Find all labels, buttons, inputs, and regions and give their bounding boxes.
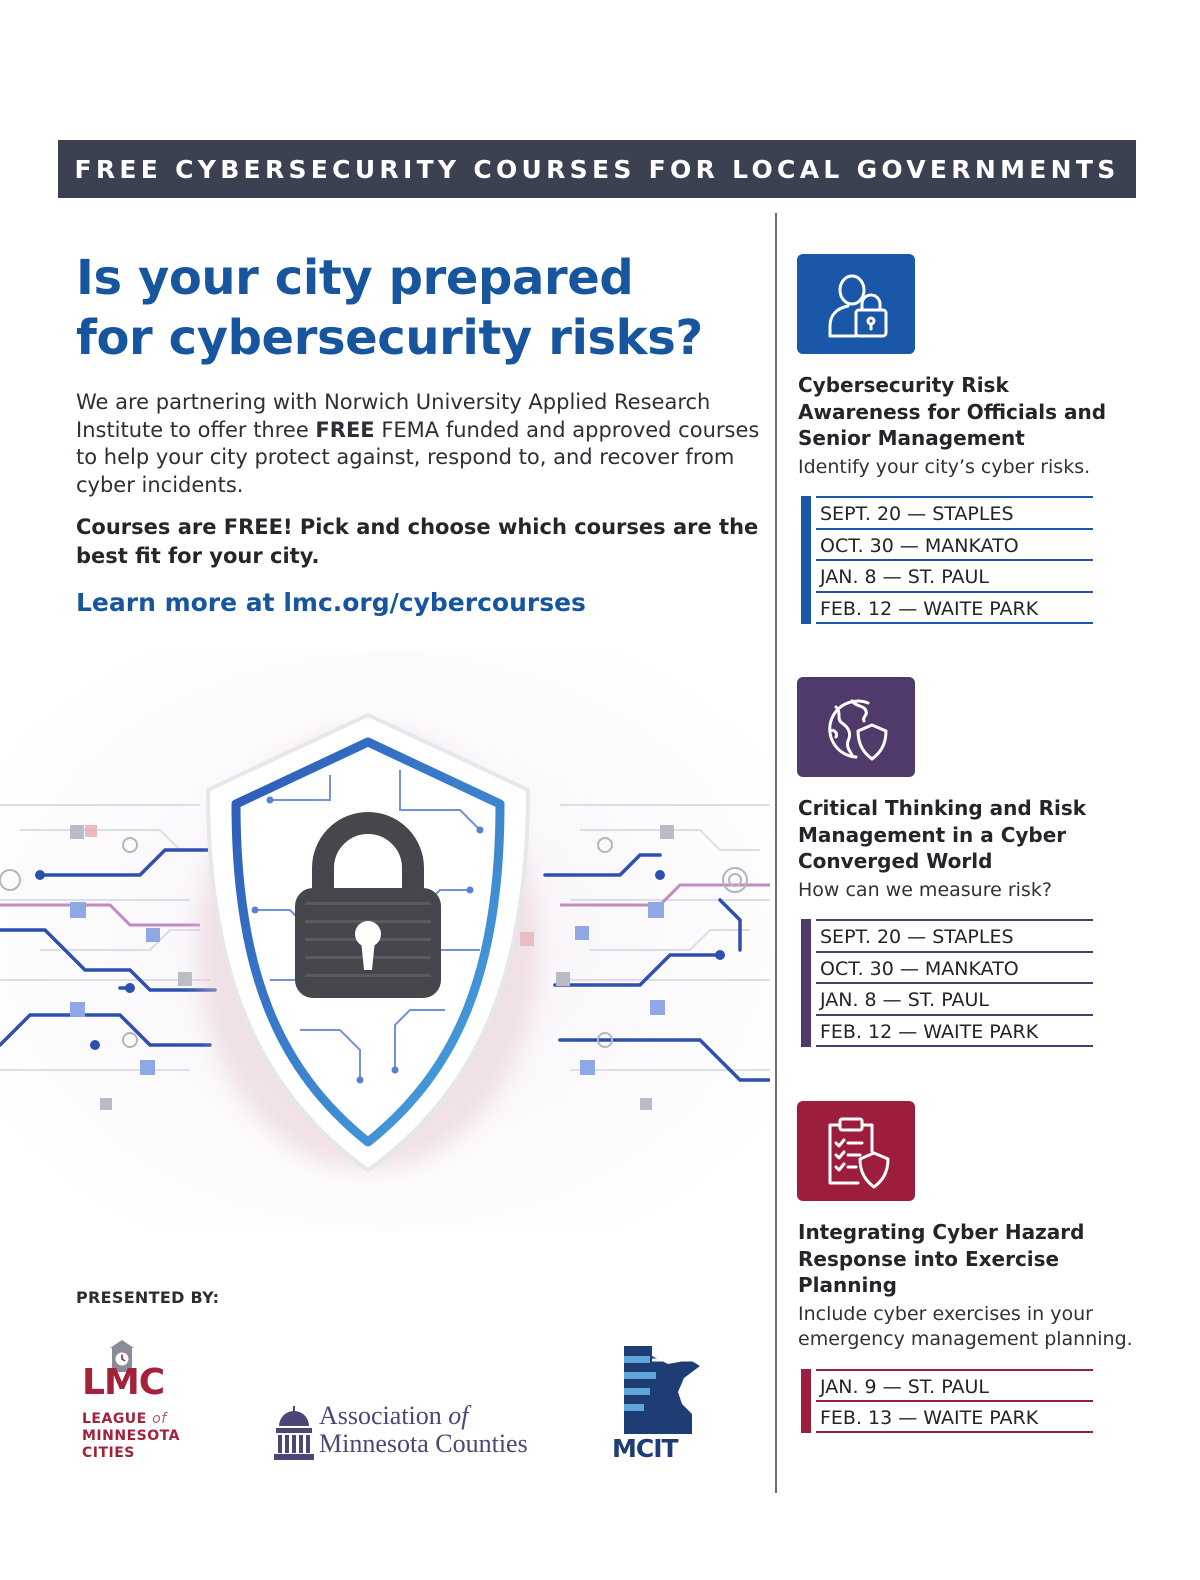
course-dates (801, 1369, 1093, 1434)
clipboard-shield-icon (816, 1111, 896, 1191)
mcit-logo (612, 1342, 712, 1462)
lmc-name (82, 1411, 222, 1462)
amc-name-line-1: Association (319, 1401, 449, 1430)
course-card-exercise-planning (797, 1101, 1137, 1433)
lmc-name-line-3: CITIES (82, 1445, 135, 1461)
minnesota-state-icon (612, 1342, 712, 1438)
intro-text-2: FEMA funded and approved courses to help your city protect against, respond to, and recover from cyber incidents. (76, 417, 760, 497)
amc-name (319, 1402, 528, 1458)
course-dates (801, 496, 1093, 624)
course-icon-tile (797, 254, 915, 354)
shield-padlock-illustration (0, 650, 770, 1230)
lmc-name-of: of (152, 1411, 167, 1427)
course-title: Cybersecurity Risk Awareness for Officials and Senior Management (798, 373, 1107, 450)
mcit-letters: MCIT (612, 1434, 678, 1463)
course-color-bar (801, 919, 811, 1047)
date-row: FEB. 13 — WAITE PARK (816, 1400, 1093, 1433)
date-row: SEPT. 20 — STAPLES (816, 496, 1093, 528)
user-lock-icon (816, 264, 896, 344)
course-color-bar (801, 496, 811, 624)
lmc-name-line-1: LEAGUE (82, 1411, 147, 1427)
course-icon-tile (797, 677, 915, 777)
course-card-risk-awareness (797, 254, 1137, 624)
date-row: FEB. 12 — WAITE PARK (816, 591, 1093, 624)
amc-name-of: of (448, 1401, 469, 1430)
course-color-bar (801, 1369, 811, 1434)
date-row: FEB. 12 — WAITE PARK (816, 1014, 1093, 1047)
course-icon-tile (797, 1101, 915, 1201)
course-description: How can we measure risk? (798, 878, 1052, 901)
intro-text-1: We are partnering with Norwich University Applied Research Institute to offer three (76, 390, 711, 442)
date-row: OCT. 30 — MANKATO (816, 951, 1093, 983)
date-row: OCT. 30 — MANKATO (816, 528, 1093, 560)
column-divider (775, 213, 777, 1493)
intro-paragraph (76, 389, 766, 499)
course-title: Integrating Cyber Hazard Response into Exercise Planning (798, 1220, 1085, 1297)
learn-more-link[interactable]: Learn more at lmc.org/cybercourses (76, 588, 586, 617)
headline-line-1: Is your city prepared (76, 250, 634, 306)
course-dates (801, 919, 1093, 1047)
free-courses-note: Courses are FREE! Pick and choose which courses are the best fit for your city. (76, 515, 759, 568)
headline-line-2: for cybersecurity risks? (76, 310, 703, 366)
course-card-critical-thinking (797, 677, 1137, 1047)
date-row: JAN. 9 — ST. PAUL (816, 1369, 1093, 1401)
capitol-building-icon (273, 1404, 315, 1462)
amc-logo (273, 1402, 563, 1464)
globe-shield-icon (816, 687, 896, 767)
lmc-logo (80, 1340, 220, 1470)
intro-free-emphasis: FREE (315, 417, 375, 442)
lmc-name-line-2: MINNESOTA (82, 1428, 180, 1444)
date-row: JAN. 8 — ST. PAUL (816, 982, 1093, 1014)
course-title: Critical Thinking and Risk Management in a Cyber Converged World (798, 796, 1087, 873)
date-row: SEPT. 20 — STAPLES (816, 919, 1093, 951)
page-headline (76, 248, 756, 368)
page-banner: FREE CYBERSECURITY COURSES FOR LOCAL GOVERNMENTS (58, 140, 1136, 198)
course-description: Identify your city’s cyber risks. (798, 455, 1091, 478)
date-row: JAN. 8 — ST. PAUL (816, 559, 1093, 591)
lmc-letters: LMC (82, 1362, 165, 1403)
course-description: Include cyber exercises in your emergency management planning. (798, 1302, 1133, 1350)
amc-name-line-2: Minnesota Counties (319, 1429, 528, 1458)
presented-by-label: PRESENTED BY: (76, 1288, 220, 1307)
